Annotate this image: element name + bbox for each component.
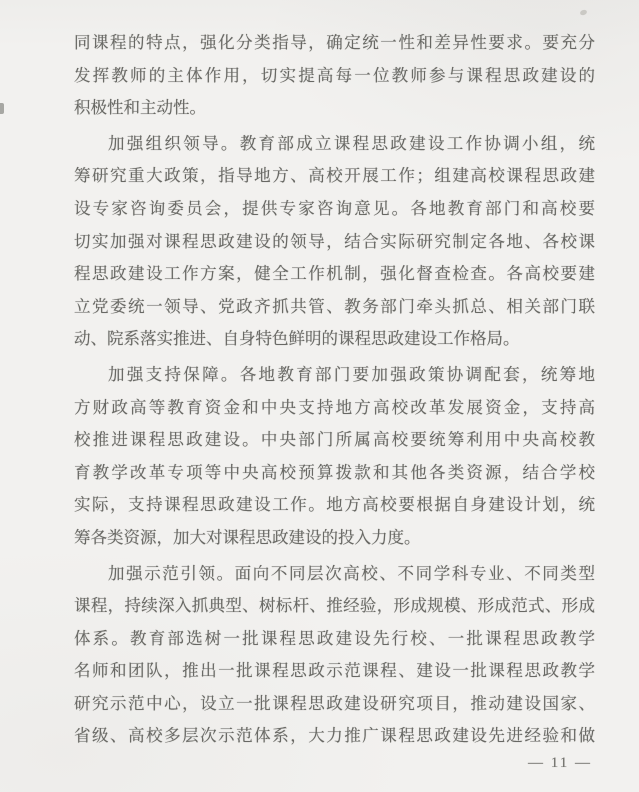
paragraph xyxy=(74,27,595,125)
text-line: 设专家咨询委员会，提供专家咨询意见。各地教育部门和高校要 xyxy=(74,198,595,218)
text-line: 名师和团队，推出一批课程思政示范课程、建设一批课程思政教学 xyxy=(74,661,595,681)
text-line: 筹研究重大政策，指导地方、高校开展工作；组建高校课程思政建 xyxy=(74,166,595,186)
paragraph xyxy=(74,128,595,356)
document-text xyxy=(74,27,595,753)
text-line: 动、院系落实推进、自身特色鲜明的课程思政建设工作格局。 xyxy=(74,329,520,349)
text-line: 筹各类资源，加大对课程思政建设的投入力度。 xyxy=(74,527,421,547)
text-line: 校推进课程思政建设。中央部门所属高校要统筹利用中央高校教 xyxy=(74,430,595,450)
paragraph xyxy=(74,359,595,555)
text-line: 研究示范中心，设立一批课程思政建设研究项目，推动建设国家、 xyxy=(74,693,595,713)
text-line: 实际，支持课程思政建设工作。地方高校要根据自身建设计划，统 xyxy=(74,495,595,515)
text-line: 切实加强对课程思政建设的领导，结合实际研究制定各地、各校课 xyxy=(74,231,595,251)
text-line: 方财政高等教育资金和中央支持地方高校改革发展资金，支持高 xyxy=(74,397,595,417)
text-line: 发挥教师的主体作用，切实提高每一位教师参与课程思政建设的 xyxy=(74,65,595,85)
text-line: 立党委统一领导、党政齐抓共管、教务部门牵头抓总、相关部门联 xyxy=(74,296,595,316)
paragraph xyxy=(74,558,595,754)
text-line: 课程，持续深入抓典型、树标杆、推经验，形成规模、形成范式、形成 xyxy=(74,596,595,616)
page-number: — 11 — xyxy=(528,755,592,771)
text-line: 加强支持保障。各地教育部门要加强政策协调配套，统筹地 xyxy=(108,364,595,384)
scan-artifact-left-edge xyxy=(0,103,4,114)
scan-artifact-dot xyxy=(579,9,587,16)
text-line: 体系。教育部选树一批课程思政建设先行校、一批课程思政教学 xyxy=(74,628,595,648)
text-line: 加强组织领导。教育部成立课程思政建设工作协调小组，统 xyxy=(108,133,595,153)
text-line: 同课程的特点，强化分类指导，确定统一性和差异性要求。要充分 xyxy=(74,33,595,52)
text-line: 加强示范引领。面向不同层次高校、不同学科专业、不同类型 xyxy=(108,563,595,583)
text-line: 积极性和主动性。 xyxy=(74,98,206,118)
text-line: 程思政建设工作方案，健全工作机制，强化督查检查。各高校要建 xyxy=(74,264,595,284)
text-line: 省级、高校多层次示范体系，大力推广课程思政建设先进经验和做 xyxy=(74,726,595,746)
text-line: 育教学改革专项等中央高校预算拨款和其他各类资源，结合学校 xyxy=(74,462,595,482)
